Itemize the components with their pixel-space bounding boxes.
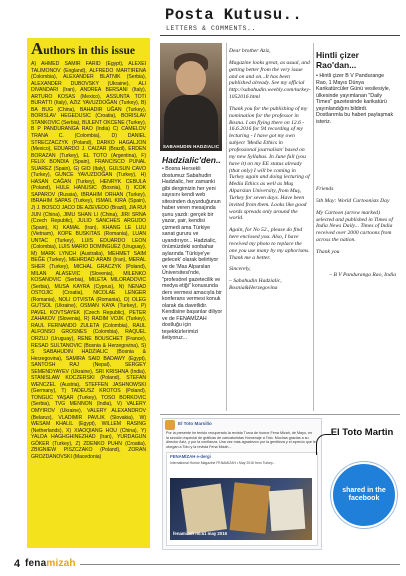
footer-divider xyxy=(80,564,400,565)
friends-greeting: Friends xyxy=(316,186,334,192)
brand-logo-part: mizah xyxy=(46,558,76,569)
hadzialic-body: • Bosna Hersekli dostumuz Sabahudin Hadzialic, her zamanki gibi dergimizin her yeni sayısını kendi web sitesinden duyurduğunun haber veren mesajında şunu yazdı: gerçek bir yazar, şair, kendisi çizmedi ama Türkiye sanat gururu ve uyandırıyor... Hadzialic, önümüzdeki sonbahar aylarında 'Türkiye'ye gelecek' olarak belirtiyor ve de 'Mas Alparslan Üniversitesi'nde, "profesörel gazetecilik ve medya etiği" konusunda ders vermesi amacıyla bir konferans vermesi konuk olarak da davetlidir. Kendisine başarılar diliyor ve de FENAMİZAH dostluğu için teşekkürlerimizi iletiyoruz... xyxy=(162,166,223,341)
facebook-post-line: Por la presente he tenido recuperado la revista Turca de humor Fena Mizah, de Mayo, en la sección especial de gráficas de caricaturistas Homenaje a Toto. Muchas gracias a su director Aziz, y por la confianza. xyxy=(166,431,313,445)
header-divider xyxy=(160,35,400,36)
authors-list: A) AHMED SAMIR FARID (Egypt), ALEXEI TALIMONOV (England), ALFREDO MARTIRENA (Colombia), ALEXANDER BLATNIK (Serbia), ALEXANDER DUBOVSKY (Ukraine), ALI DIVANDARI (Iran), ANDREA BERSANI (Italy), ARTURO KOSAS (Mexico), ASSUNTA TOTI BURATTI (Italy), AZIZ YAVUZDOĞAN (Turkey), B) BA BUG (China), BAHADIR UĞAN (Turkey), BORISLAV HEGEDUSIC (Croatia), BORISLAV STANKOVIC (Serbia), BULENT OKCENE (Turkey), B P PANDURANGA RAO (India) C) CAMELOV TRANA C. (Colombia), D) DANIEL STRECZACZYK (Poland), DARKO HAGALJON (Mexico), EDUARDO J. CAIZAR (Brazil), ERDEN BORAZAN (Turkey), EL TOTO (Argentina), F) FELIX BONDIA (Spain), FRANCISCO PUNAL SUAREZ (Spain), G) GIO (Italy), GULSUN CAVO (Turkey), GUNCE YAVUZDOĞAN (Turkey), H) HASAN CAĞAN (Turkey), HENRYK CEBULA (Poland), HULE HANUSIC (Bosnia), I) ICOK SAPAROV (Russia), IBRAHIM ORHAN (Turkey), IBRAHIM SAPAS (Turkey), ISMAIL KIRA (Spain), J) J. BOSCO JACO DE AZEVEDO (Brazil), JIA RUI JUN (China), JIMU SHAN LI (China), JIRI SRNA (Czech Republic), JULIO SANCHES ARGUDO (Spain), K) KAMAL (Iran), KHANG LE LUU (Vietnam), KOPE BUSKITAS (Romania), LUAN UNTAC (Turkey), LUIS EDUARDO LEON (Colombia), LUIS MARIO DOMINGUEZ (Uruguay), M) MARK LYNCH (Australia), MEHMET SAIM BEĞE (Turkey), MEHRDAD ARABI (Iran), MERAL SHER (Turkey), MICHAL GRACZYK (Poland), MILAN ALASEVIC (Slovenia), MILENKO KOSANOVIC (Serbia), MILETA MILORADOVIC (Serbia), MUSA KAYRA (Cyprus), N) NENAD OSTOJIC (Croatia), NICOLAE LENGER (Romania), NOLI OTVISTA (Romania), O) OLEG GUTSOL (Ukraine), OSMAN KAYA (Turkey), P) PAVEL KOVTSAYEK (Czech Republic), PETER ZAHAKOV (Slovenia), R) RADIM VOJK (Turkey), RAUL FERNANDO ZULETA (Colombia), RAUL ALFONSO GROSNES (Colombia), RAQUEL ORZUJ (Uruguay), RENE BOUSCHET (France), RESAD SULTANOVIC (Bosnia & Herzegovina), S) S SABAHUDIN HADZIALIC (Bosnia & Herzegovina), SAMIRA SAID BADAWY (Egypt), SANTOSH RAJ (Nepal), SERGEY SEMENDYAYEV (Ukraine), SRI KRISHNA (India), STANISLAW KOCZERSKI (Poland), STEFAN WENCZEL (Austria), STEFFEN JASHNOWSKI (Germany), T) TADEUSZ KROTOS (Poland), TONGUC YAŞAR (Turkey), TOSO BORKOVIC (Serbia), TVG MENNON (India), V) VALERY OMYIROV (Ukraine), VALERY ALEXANDROV (Belarus), VLADIMIR PAVLIK (Slovakia), W) WESAM KHALIL (Egypt), WILLEM RASING (Netherlands), X) XIAOQIANG HOU (China), Y) YALDA HAGHGHINEZHAD (Iran), YURDAGUN GÖKER (Turkey), Z) ZDENKO PUHN (Croatia), ZBIGNIEW PISZCZAKO (Poland), ZORAN GROZDANOVSKI (Macedonia) xyxy=(31,61,146,460)
friends-signature: – B V Panduranga Rao, India xyxy=(329,272,396,278)
friends-thanks: Thank you xyxy=(316,248,340,255)
facebook-post-text xyxy=(166,431,316,449)
magazine-cover-label: fenamizah no.51 may 2016 xyxy=(173,531,227,536)
letter-greeting: Dear brother Aziz, xyxy=(229,48,271,54)
column-divider xyxy=(226,43,227,411)
brand-logo xyxy=(25,558,76,569)
authors-title-initial: A xyxy=(31,39,44,58)
letter-closing: Sincerely, xyxy=(229,266,251,273)
photo-face xyxy=(176,61,206,95)
letter-paragraph: Magazine looks great, as usual, and getting better from the very issue and on and on...It has been published already. See my official http://sabahudin.weebly.com/turkey-1052016.html xyxy=(229,59,311,101)
facebook-post-line: Una vez más agradezco por la gentileza y el aprecio que le otorgan a Toto y la revista Fena Mizah... xyxy=(166,440,316,449)
facebook-shared-text: International Humor Magazine FENAMIZAH • May 2016 from Turkey... xyxy=(170,461,276,465)
cover-illustration xyxy=(181,483,227,534)
authors-sidebar-title xyxy=(31,39,146,58)
cover-illustration xyxy=(269,489,306,531)
letter-signature: – Sabahudin Hadzialic, Bosnia&Herzegovina xyxy=(229,278,282,292)
letter-column xyxy=(229,48,311,297)
brand-logo-part: fena xyxy=(25,558,47,569)
hint-body: • Hintli çizer B V Pandurange Rao, 1 Mayıs Dünya Karikatürcüler Günü vesilesiyle, ülkesinde yayımlanan "Daily Times" gazetesinde karikatürü yayınlandığını bildirdi. Dostlarımla bu haberi paylaşmak isteriz. xyxy=(316,73,394,125)
authors-sidebar xyxy=(27,38,150,548)
page-subtitle: LETTERS & COMMENTS.. xyxy=(166,25,257,32)
page-number: 4 xyxy=(14,558,21,570)
letter-paragraph: Again, for No 52., please do find here enclosed you. Also, I have received my photo to replace the one you use many by my aphorisms. Thank me a better. xyxy=(229,227,310,261)
friends-letter xyxy=(316,186,396,261)
letter-paragraph: Thank you for the publishing of my nomination for the professor in Bosna. I am flying there on 12.6 - 16.6.2016 for 94 recording of my lecturing - I have got my own subject 'Media Ethics in professional journalism' based on my new Syllabus. In June fall (you have it) on my EE status already (that only) I will be coming in Turkey again and doing lecturing of Media Ethics as well as Muş Alparslan University, from Muş, Turkey for seven days. Have been invited from them. Looks like good words spreads only around the world. xyxy=(229,105,310,222)
page-title: Posta Kutusu.. xyxy=(165,6,303,24)
toto-label: El Toto Martin xyxy=(330,427,394,438)
cover-illustration xyxy=(230,482,271,534)
hint-heading: Hintli çizer Rao'dan... xyxy=(316,50,359,70)
authors-title-rest: uthors in this issue xyxy=(43,45,135,57)
facebook-avatar xyxy=(165,420,175,430)
column-divider xyxy=(313,43,314,411)
facebook-shared-title: FENAMİZAH e-dergi xyxy=(170,454,211,459)
friends-paragraph: 5th May: World Cartoonists Day xyxy=(316,197,390,204)
facebook-shared-badge: shared in the facebook xyxy=(331,462,397,528)
hadzialic-heading: Hadzialic'den.. xyxy=(162,155,221,165)
photo-caption: SABAHUDIN HADZIALIC xyxy=(162,144,220,149)
photo-jacket xyxy=(164,95,218,151)
friends-paragraph: My Cartoon (arrow marked) selected and published in Times of India News Daily... Times of India received over 2000 cartoons from across the nation. xyxy=(316,209,393,244)
facebook-page-name: El Toto Marsilio xyxy=(178,421,212,426)
author-photo xyxy=(160,43,222,151)
